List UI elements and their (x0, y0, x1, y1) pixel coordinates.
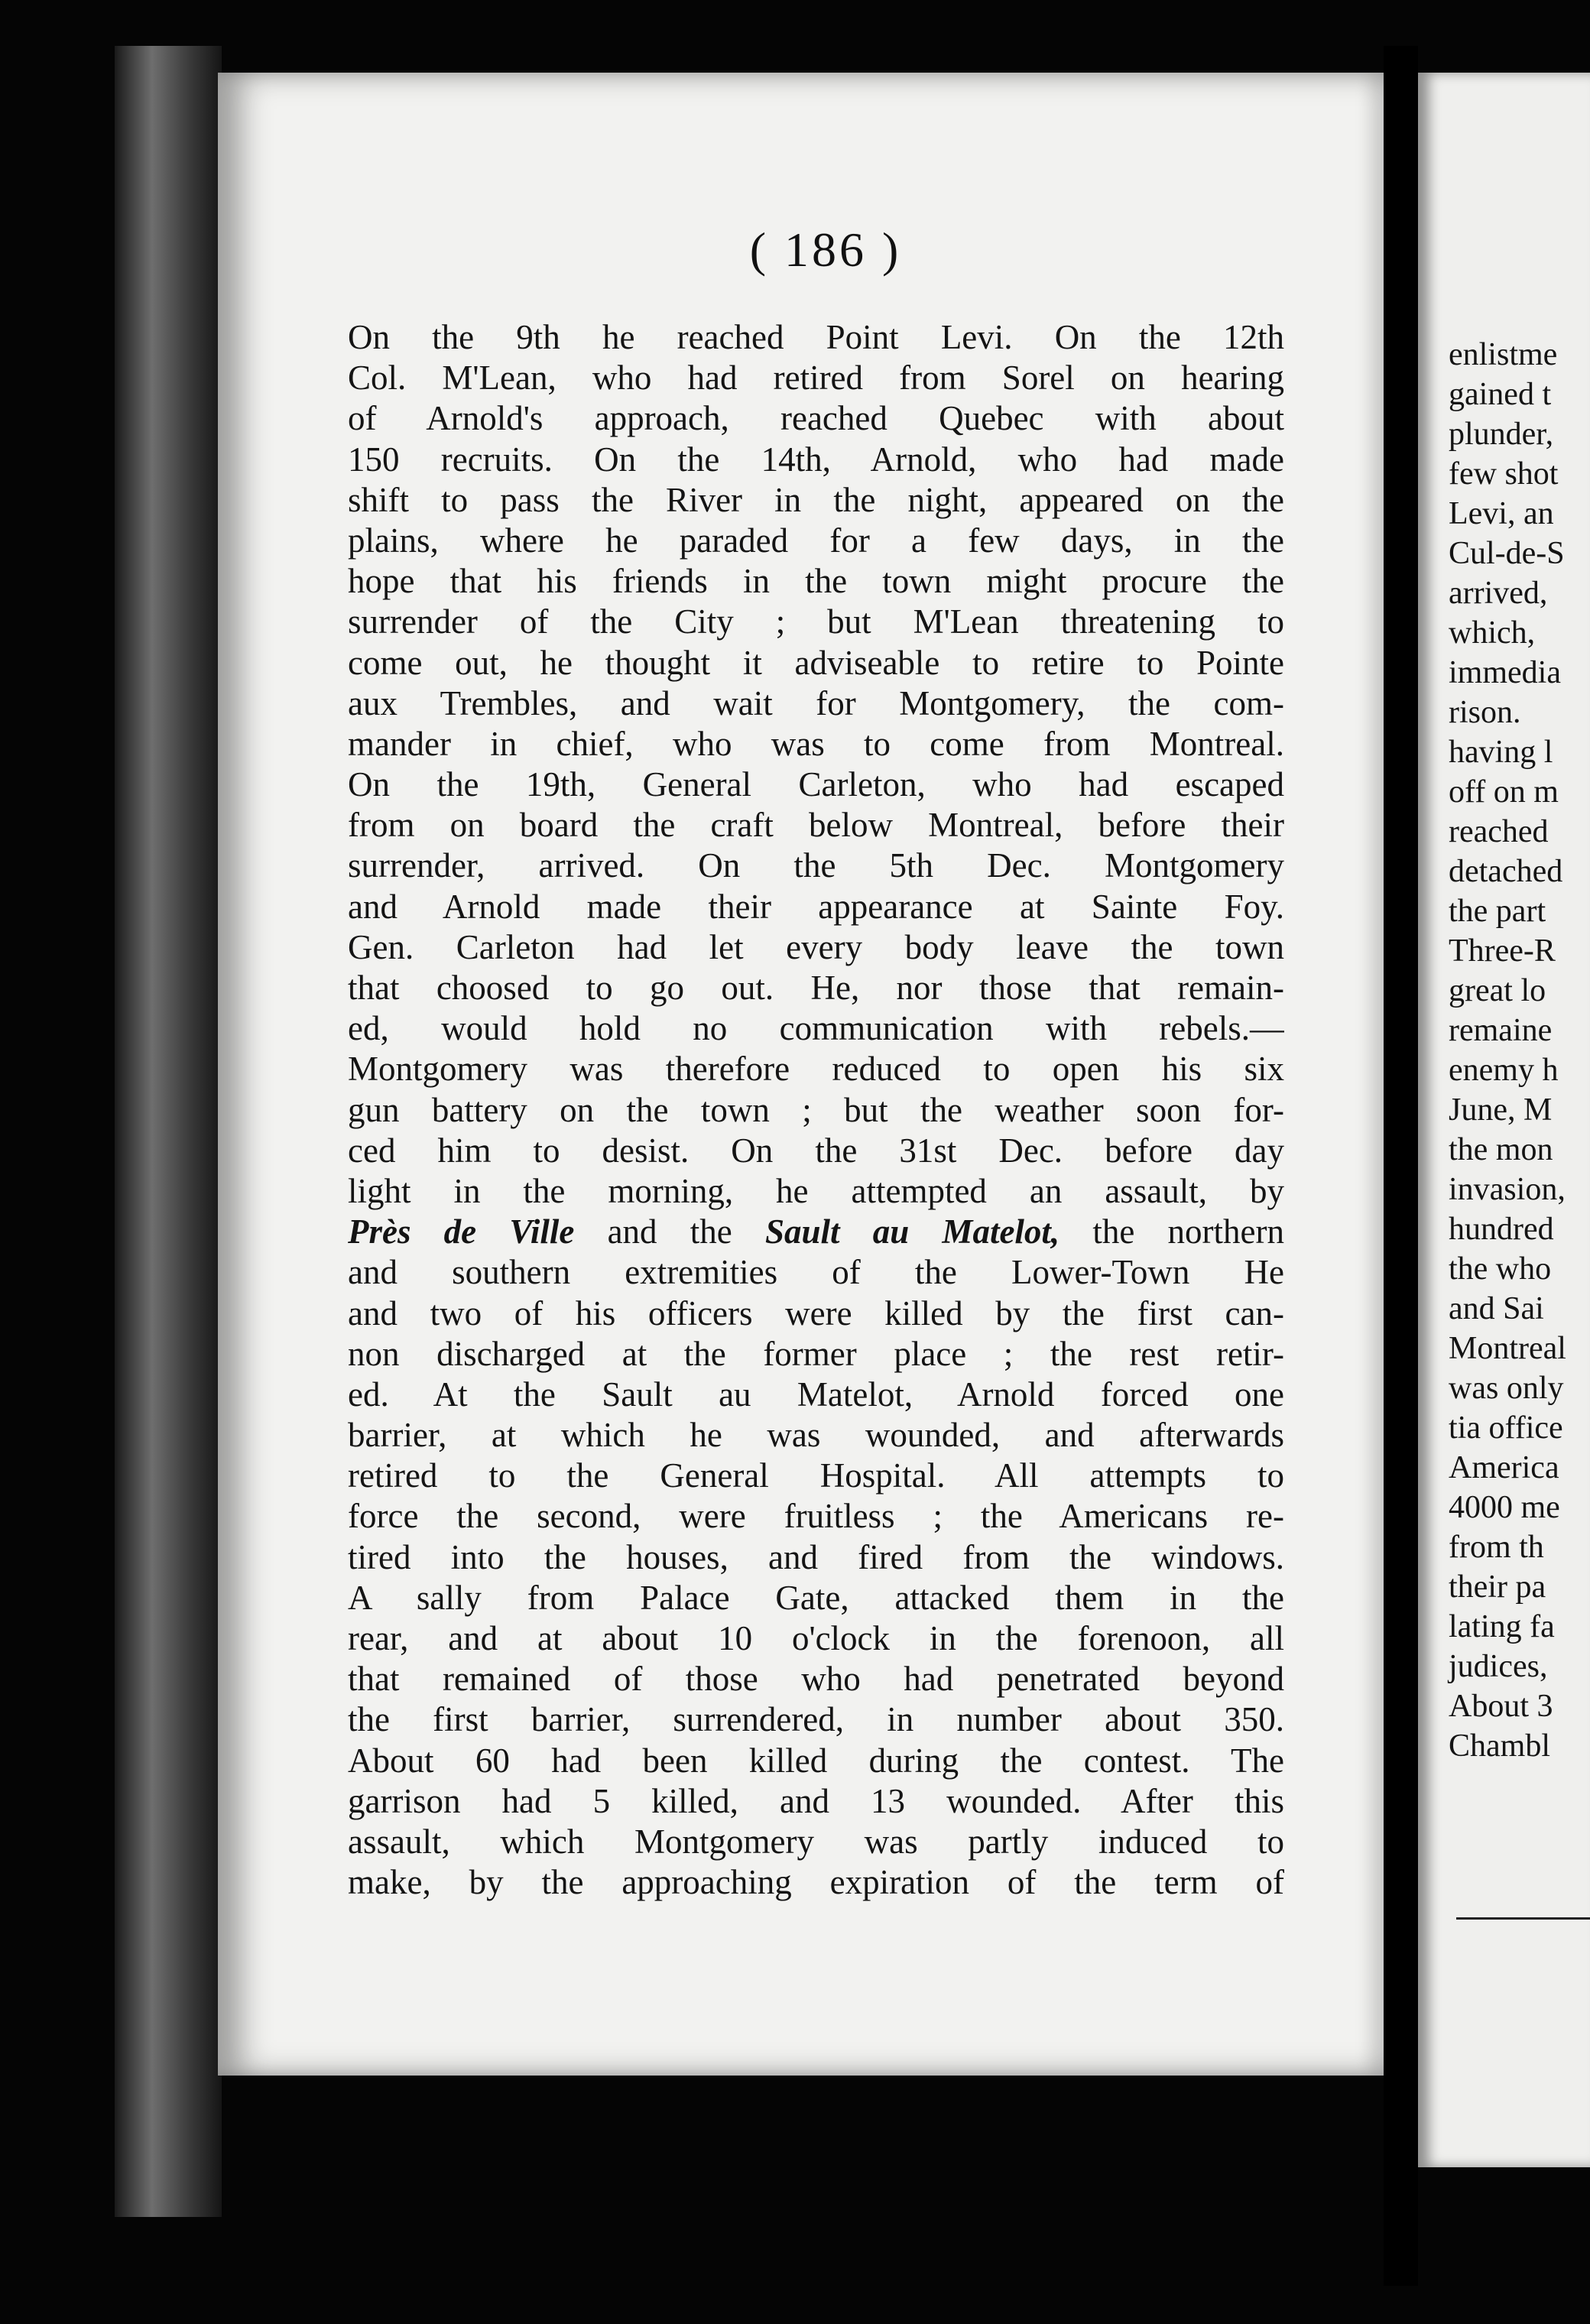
text-line-fragment: was only (1449, 1371, 1564, 1406)
text-line-fragment: judices, (1449, 1649, 1548, 1684)
text-line: from on board the craft below Montreal, before their (348, 806, 1284, 845)
text-fragment: and the (607, 1212, 732, 1251)
text-line: force the second, were fruitless ; the Americans re- (348, 1497, 1284, 1536)
text-line: hope that his friends in the town might procure the (348, 562, 1284, 601)
page-gutter (1384, 46, 1418, 2286)
text-line: On the 9th he reached Point Levi. On the 12th (348, 318, 1284, 356)
text-line: non discharged at the former place ; the rest retir- (348, 1334, 1284, 1373)
text-line: mander in chief, who was to come from Montreal. (348, 724, 1284, 763)
text-line-fragment: Montreal (1449, 1331, 1566, 1366)
text-line-fragment: reached (1449, 814, 1549, 849)
text-line-fragment: great lo (1449, 973, 1546, 1008)
text-line: About 60 had been killed during the contest. The (348, 1741, 1284, 1780)
text-line: and two of his officers were killed by the first can- (348, 1293, 1284, 1332)
text-line-fragment: lating fa (1449, 1609, 1555, 1644)
text-line: Gen. Carleton had let every body leave the town (348, 927, 1284, 966)
text-line-fragment: which, (1449, 615, 1536, 651)
text-line: that remained of those who had penetrated beyond (348, 1660, 1284, 1699)
text-line: rear, and at about 10 o'clock in the forenoon, all (348, 1619, 1284, 1657)
book-spine-shadow (115, 46, 222, 2217)
text-line-fragment: immedia (1449, 655, 1561, 690)
text-line-fragment: invasion, (1449, 1172, 1566, 1207)
text-line: the first barrier, surrendered, in number about 350. (348, 1700, 1284, 1739)
text-line-fragment: having l (1449, 735, 1553, 770)
text-line-fragment: and Sai (1449, 1291, 1544, 1326)
text-line-fragment: arrived, (1449, 576, 1548, 611)
text-line-fragment: enemy h (1449, 1053, 1559, 1088)
text-line: gun battery on the town ; but the weather soon for- (348, 1090, 1284, 1129)
text-line: aux Trembles, and wait for Montgomery, the com- (348, 683, 1284, 722)
text-line: and Arnold made their appearance at Sainte Foy. (348, 887, 1284, 926)
text-line-fragment: the mon (1449, 1132, 1553, 1167)
text-line: Col. M'Lean, who had retired from Sorel on hearing (348, 359, 1284, 398)
text-line-fragment: hundred (1449, 1212, 1554, 1247)
text-line: Montgomery was therefore reduced to open his six (348, 1050, 1284, 1089)
text-line-fragment: About 3 (1449, 1689, 1553, 1724)
text-line-fragment: their pa (1449, 1569, 1546, 1605)
text-line: surrender, arrived. On the 5th Dec. Montgomery (348, 846, 1284, 885)
text-line: garrison had 5 killed, and 13 wounded. After this (348, 1781, 1284, 1820)
text-line-fragment: 4000 me (1449, 1490, 1560, 1525)
text-line: retired to the General Hospital. All attempts to (348, 1456, 1284, 1495)
text-line-fragment: America (1449, 1450, 1559, 1485)
text-line: assault, which Montgomery was partly induced to (348, 1822, 1284, 1861)
text-line-fragment: rison. (1449, 695, 1521, 730)
text-line: plains, where he paraded for a few days, in the (348, 521, 1284, 560)
text-line: barrier, at which he was wounded, and afterwards (348, 1416, 1284, 1455)
text-line (348, 1212, 1284, 1252)
text-line-fragment: few shot (1449, 456, 1559, 492)
text-line: that choosed to go out. He, nor those that remain- (348, 969, 1284, 1007)
text-fragment: the northern (1092, 1212, 1284, 1251)
text-line: and southern extremities of the Lower-Town He (348, 1253, 1284, 1292)
text-line-fragment: Chambl (1449, 1728, 1550, 1764)
italic-place-name: Sault au Matelot, (764, 1212, 1060, 1251)
text-line-fragment: the who (1449, 1251, 1552, 1287)
text-line-fragment: detached (1449, 854, 1563, 889)
text-line: make, by the approaching expiration of the term of (348, 1863, 1284, 1902)
text-line: tired into the houses, and fired from the windows. (348, 1537, 1284, 1576)
text-line: On the 19th, General Carleton, who had escaped (348, 765, 1284, 804)
text-line: ed. At the Sault au Matelot, Arnold forced one (348, 1375, 1284, 1414)
left-page-text (348, 317, 1284, 1903)
text-line-fragment: June, M (1449, 1092, 1553, 1128)
text-line: light in the morning, he attempted an assault, by (348, 1171, 1284, 1210)
text-line: ced him to desist. On the 31st Dec. before day (348, 1131, 1284, 1170)
right-page-rule (1456, 1917, 1590, 1920)
text-line: 150 recruits. On the 14th, Arnold, who had made (348, 440, 1284, 479)
text-line-fragment: the part (1449, 894, 1546, 929)
italic-place-name: Près de Ville (348, 1212, 575, 1251)
text-line: shift to pass the River in the night, appeared on the (348, 480, 1284, 519)
text-line: A sally from Palace Gate, attacked them in the (348, 1578, 1284, 1617)
text-line: of Arnold's approach, reached Quebec with about (348, 399, 1284, 438)
text-line: surrender of the City ; but M'Lean threatening to (348, 602, 1284, 641)
text-line-fragment: enlistme (1449, 337, 1558, 372)
text-line-fragment: remaine (1449, 1013, 1553, 1048)
text-line-fragment: tia office (1449, 1410, 1563, 1446)
text-line-fragment: Levi, an (1449, 496, 1554, 531)
text-line: come out, he thought it adviseable to retire to Pointe (348, 643, 1284, 682)
text-line-fragment: plunder, (1449, 417, 1554, 452)
text-line-fragment: off on m (1449, 774, 1559, 810)
text-line: ed, would hold no communication with rebels.— (348, 1009, 1284, 1048)
text-line-fragment: Cul-de-S (1449, 536, 1565, 571)
text-line-fragment: from th (1449, 1530, 1544, 1565)
page-number: ( 186 ) (749, 222, 902, 277)
right-page-text-fragment (1449, 335, 1590, 1766)
text-line-fragment: gained t (1449, 377, 1552, 412)
text-line-fragment: Three-R (1449, 933, 1556, 969)
